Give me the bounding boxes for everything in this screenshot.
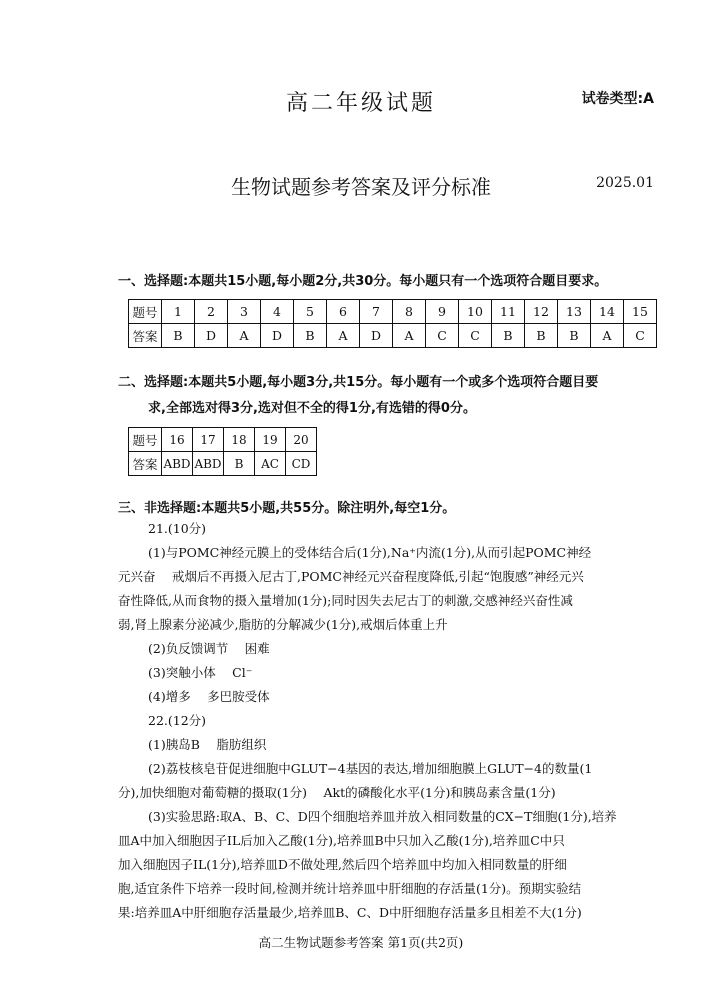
answer-cell: D xyxy=(261,324,294,348)
answer-cell: AC xyxy=(255,452,286,476)
question-number: 5 xyxy=(294,300,327,324)
section1-answer-table xyxy=(128,299,657,348)
question-number: 19 xyxy=(255,428,286,452)
section3-heading: 三、非选择题:本题共5小题,共55分。除注明外,每空1分。 xyxy=(118,501,456,516)
answer-cell: B xyxy=(525,324,558,348)
answer-line: 加入细胞因子IL(1分),培养皿D不做处理,然后四个培养皿中均加入相同数量的肝细 xyxy=(118,857,567,872)
answer-cell: B xyxy=(162,324,195,348)
answer-line: 奋性降低,从而食物的摄入量增加(1分);同时因失去尼古丁的刺激,交感神经兴奋性减 xyxy=(118,593,573,608)
question-22-header: 22.(12分) xyxy=(148,713,207,728)
question-number: 9 xyxy=(426,300,459,324)
answer-line: 元兴奋 戒烟后不再摄入尼古丁,POMC神经元兴奋程度降低,引起“饱腹感”神经元兴 xyxy=(118,569,584,584)
answer-line: (1)与POMC神经元膜上的受体结合后(1分),Na⁺内流(1分),从而引起POMC神经 xyxy=(148,545,592,560)
answer-cell: D xyxy=(195,324,228,348)
question-number: 13 xyxy=(558,300,591,324)
answer-cell: A xyxy=(228,324,261,348)
table-row-answers xyxy=(129,324,657,348)
question-number: 15 xyxy=(624,300,657,324)
answer-line: (4)增多 多巴胺受体 xyxy=(148,689,270,704)
section2-answer-table xyxy=(128,427,317,476)
question-number: 11 xyxy=(492,300,525,324)
page-footer: 高二生物试题参考答案 第1页(共2页) xyxy=(258,935,464,950)
table-row-numbers xyxy=(129,428,317,452)
row-label-answer: 答案 xyxy=(129,452,162,476)
answer-line: (1)胰岛B 脂肪组织 xyxy=(148,737,267,752)
question-number: 20 xyxy=(286,428,317,452)
answer-line: 果:培养皿A中肝细胞存活量最少,培养皿B、C、D中肝细胞存活量多且相差不大(1分) xyxy=(118,905,582,920)
answer-line: (3)突触小体 Cl⁻ xyxy=(148,665,253,680)
answer-cell: B xyxy=(492,324,525,348)
answer-line: (2)荔枝核皂苷促进细胞中GLUT−4基因的表达,增加细胞膜上GLUT−4的数量(1 xyxy=(148,761,593,776)
answer-line: 弱,肾上腺素分泌减少,脂肪的分解减少(1分),戒烟后体重上升 xyxy=(118,617,448,632)
table-row-numbers xyxy=(129,300,657,324)
answer-cell: ABD xyxy=(193,452,224,476)
answer-cell: A xyxy=(327,324,360,348)
question-21-header: 21.(10分) xyxy=(148,521,207,536)
answer-line: 分),加快细胞对葡萄糖的摄取(1分) Akt的磷酸化水平(1分)和胰岛素含量(1分) xyxy=(118,785,556,800)
question-number: 8 xyxy=(393,300,426,324)
question-number: 14 xyxy=(591,300,624,324)
row-label-question: 题号 xyxy=(129,300,162,324)
question-number: 4 xyxy=(261,300,294,324)
answer-cell: C xyxy=(459,324,492,348)
answer-line: 皿A中加入细胞因子IL后加入乙酸(1分),培养皿B中只加入乙酸(1分),培养皿C中只 xyxy=(118,833,565,848)
paper-type-label: 试卷类型:A xyxy=(581,91,654,107)
question-number: 17 xyxy=(193,428,224,452)
question-number: 7 xyxy=(360,300,393,324)
document-date: 2025.01 xyxy=(596,175,654,191)
answer-line: (2)负反馈调节 困难 xyxy=(148,641,270,656)
question-number: 10 xyxy=(459,300,492,324)
answer-cell: C xyxy=(624,324,657,348)
answer-cell: A xyxy=(591,324,624,348)
table-row-answers xyxy=(129,452,317,476)
question-number: 3 xyxy=(228,300,261,324)
question-number: 16 xyxy=(162,428,193,452)
section2-heading-line1: 二、选择题:本题共5小题,每小题3分,共15分。每小题有一个或多个选项符合题目要 xyxy=(118,375,599,390)
question-number: 6 xyxy=(327,300,360,324)
answer-line: (3)实验思路:取A、B、C、D四个细胞培养皿并放入相同数量的CX−T细胞(1分),培养 xyxy=(148,809,617,824)
answer-cell: CD xyxy=(286,452,317,476)
answer-line: 胞,适宜条件下培养一段时间,检测并统计培养皿中肝细胞的存活量(1分)。预期实验结 xyxy=(118,881,582,896)
question-number: 2 xyxy=(195,300,228,324)
answer-cell: B xyxy=(224,452,255,476)
question-number: 1 xyxy=(162,300,195,324)
answer-cell: B xyxy=(294,324,327,348)
row-label-question: 题号 xyxy=(129,428,162,452)
page-title: 高二年级试题 xyxy=(285,91,436,116)
document-subtitle: 生物试题参考答案及评分标准 xyxy=(231,175,491,199)
question-number: 18 xyxy=(224,428,255,452)
section1-heading: 一、选择题:本题共15小题,每小题2分,共30分。每小题只有一个选项符合题目要求。 xyxy=(118,274,608,289)
answer-cell: B xyxy=(558,324,591,348)
answer-cell: C xyxy=(426,324,459,348)
answer-cell: ABD xyxy=(162,452,193,476)
answer-cell: D xyxy=(360,324,393,348)
question-number: 12 xyxy=(525,300,558,324)
answer-cell: A xyxy=(393,324,426,348)
row-label-answer: 答案 xyxy=(129,324,162,348)
section2-heading-line2: 求,全部选对得3分,选对但不全的得1分,有选错的得0分。 xyxy=(148,401,476,416)
